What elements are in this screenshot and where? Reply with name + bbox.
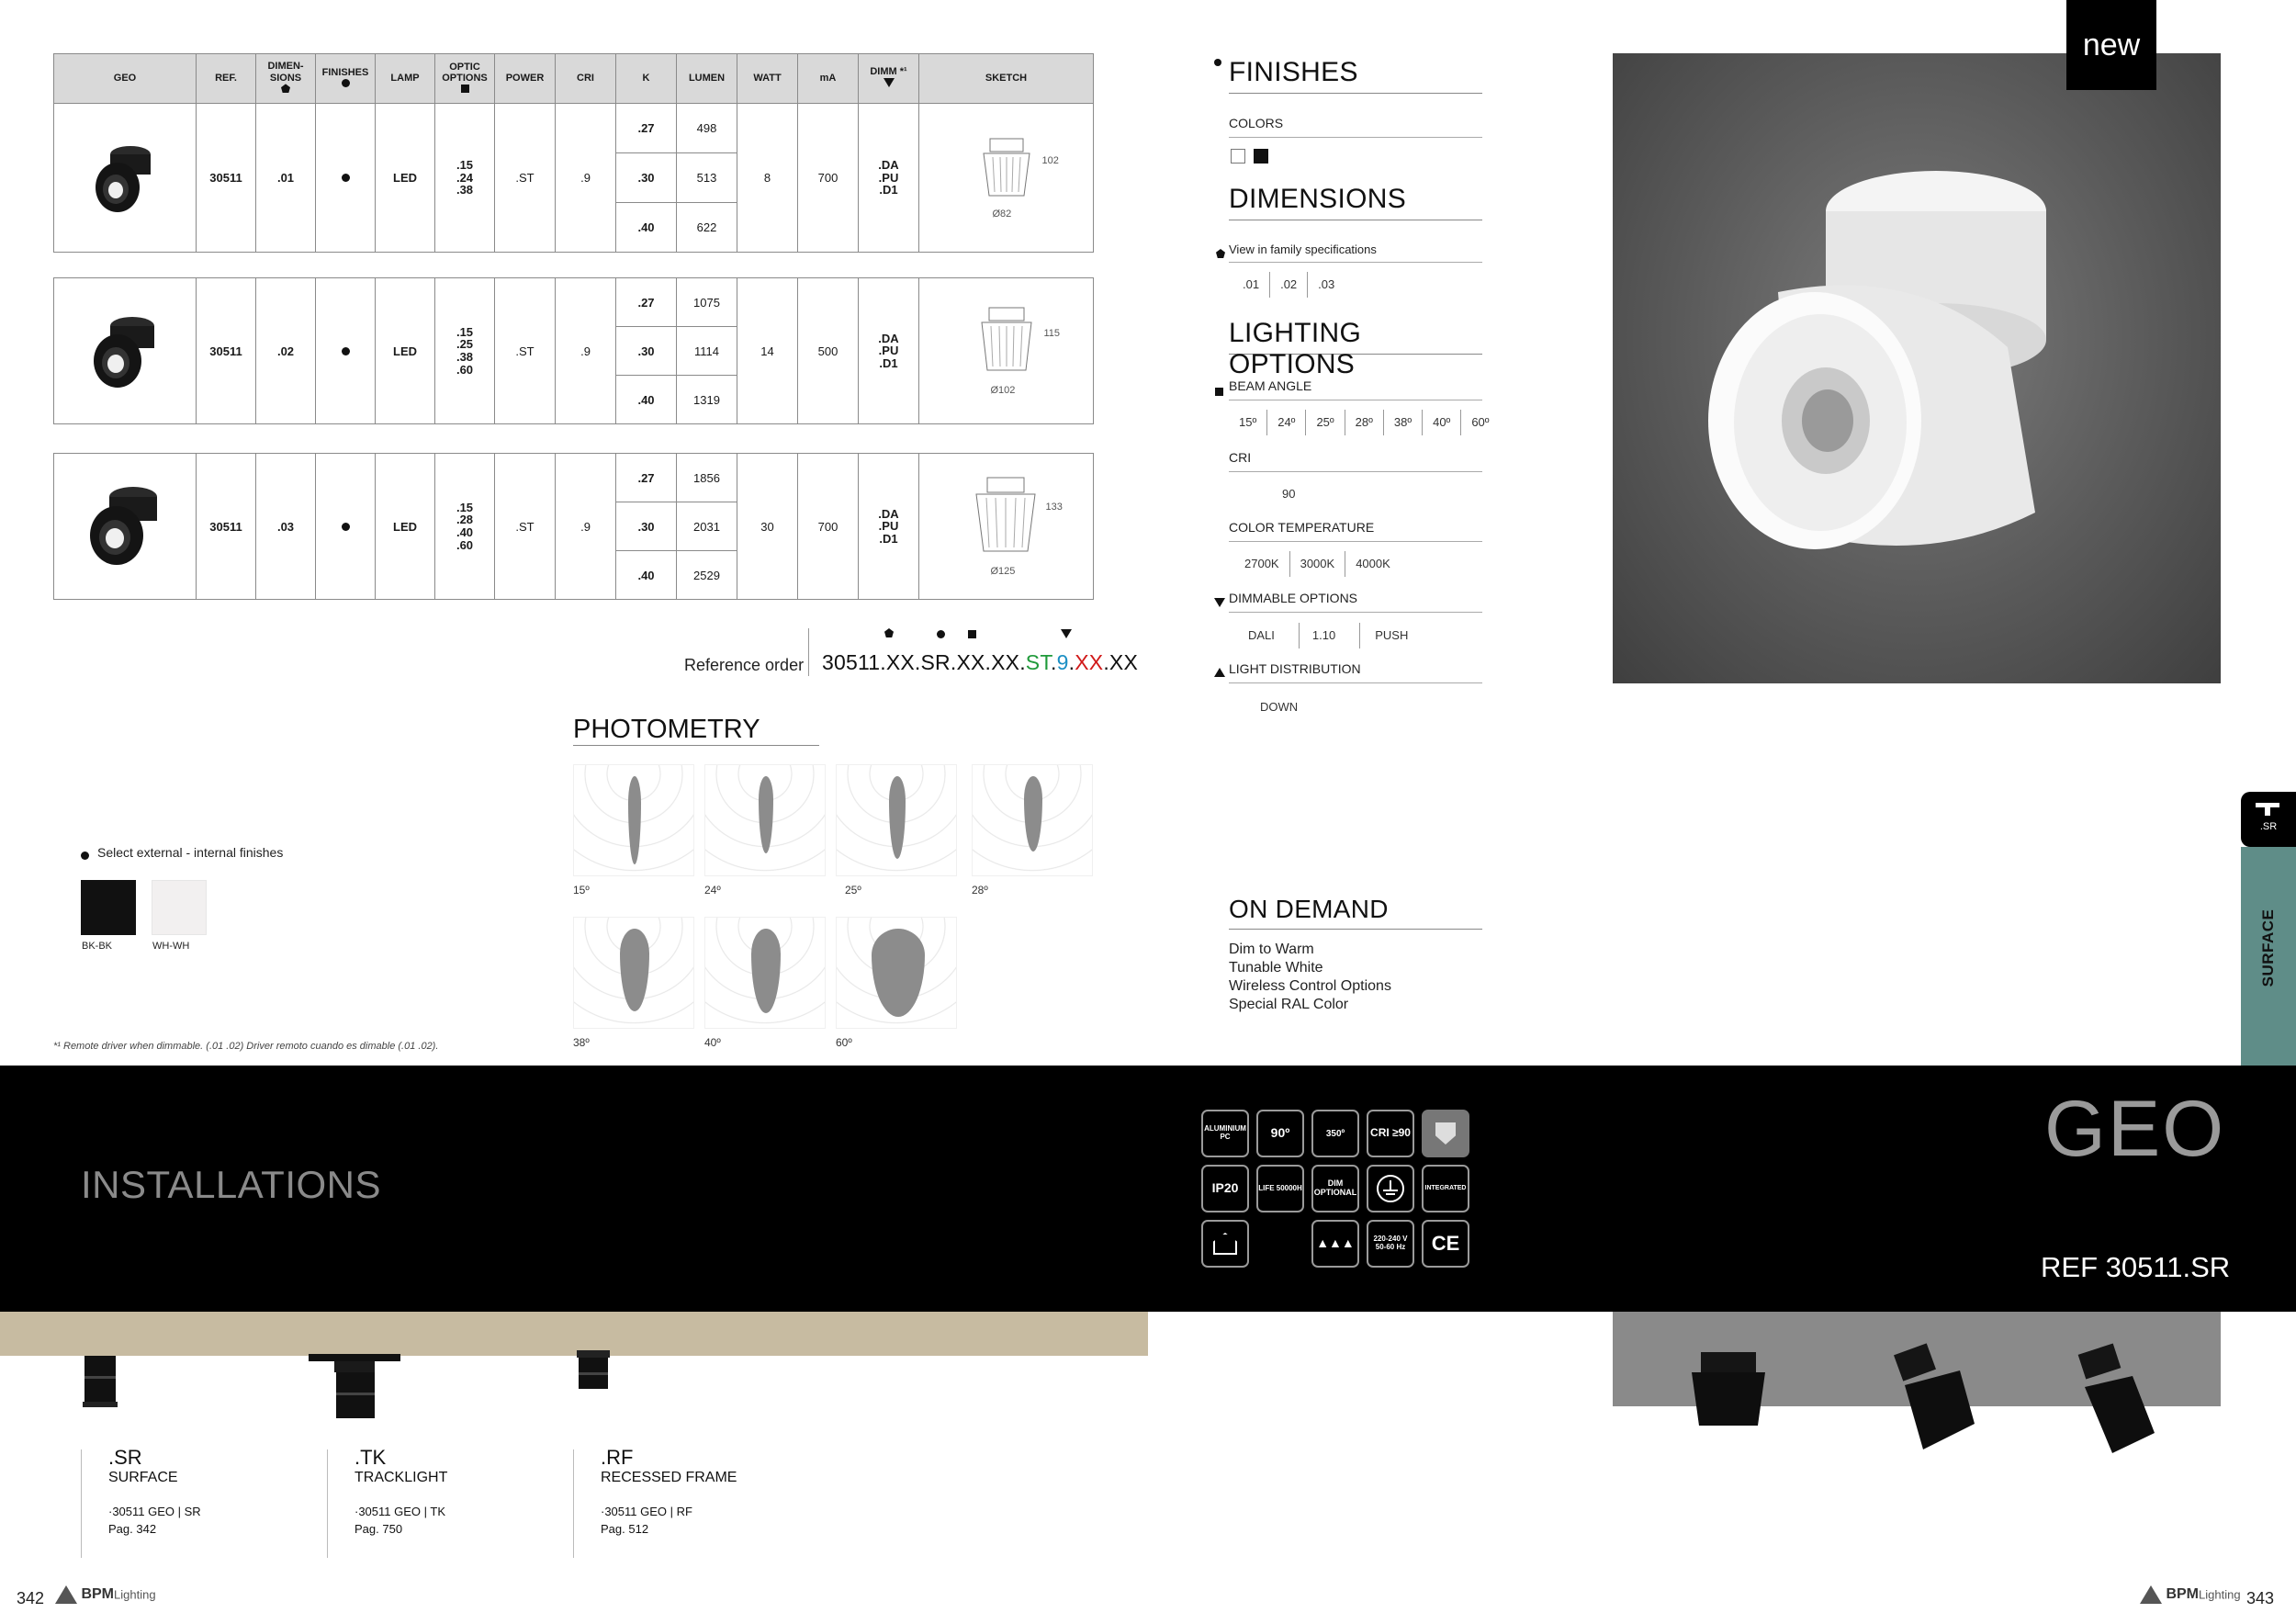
lumen-cell: 2031 — [677, 502, 737, 551]
spotlight-photo-medium — [77, 304, 173, 396]
spotlight-photo-small — [79, 130, 171, 222]
dim-chip[interactable]: PUSH — [1359, 623, 1418, 648]
sketch-diameter: Ø82 — [992, 208, 1012, 220]
cri-cell: .9 — [556, 278, 616, 424]
product-name: GEO — [2044, 1085, 2226, 1173]
dimensions-note: View in family specifications — [1229, 242, 1482, 263]
power-cell: .ST — [495, 278, 556, 424]
ip20-icon: IP20 — [1201, 1165, 1249, 1212]
triangle-down-icon — [1061, 626, 1072, 643]
lumen-cell: 498 — [677, 104, 737, 153]
lumen-cell: 1114 — [677, 327, 737, 376]
sketch-diameter: Ø125 — [990, 566, 1016, 577]
beige-strip — [0, 1312, 1148, 1356]
finishes-title: FINISHES — [1229, 57, 1482, 94]
dimmable-chips — [1238, 623, 1418, 648]
square-icon — [968, 626, 976, 643]
ma-cell: 700 — [798, 104, 859, 253]
dot-icon — [342, 347, 350, 355]
k-cell: .40 — [616, 551, 677, 600]
track-mount-thumbnail — [309, 1354, 400, 1426]
dot-icon — [81, 848, 89, 864]
side-tab-code: .SR — [2259, 821, 2278, 832]
power-cell: .ST — [495, 454, 556, 600]
angle-label: 38º — [573, 1036, 590, 1049]
header-watt: WATT — [737, 54, 798, 104]
swatch-wh-wh[interactable] — [152, 880, 207, 935]
distribution-value[interactable]: DOWN — [1260, 700, 1299, 714]
integrated-driver-icon: INTEGRATED — [1422, 1165, 1469, 1212]
ref-cell: 30511 — [197, 454, 256, 600]
reference-code: 30511.XX.SR.XX.XX.ST.9.XX.XX — [822, 650, 1138, 674]
header-ref: REF. — [197, 54, 256, 104]
square-icon — [461, 85, 469, 93]
polar-diagram-25 — [836, 764, 957, 876]
dot-icon — [342, 523, 350, 531]
sketch-height: 133 — [1045, 502, 1063, 513]
on-demand-item: Special RAL Color — [1229, 997, 1349, 1012]
on-demand-title: ON DEMAND — [1229, 895, 1482, 930]
color-temperature-chips — [1234, 551, 1401, 577]
indoor-house-icon — [1201, 1220, 1249, 1268]
installation-surface[interactable]: .SR SURFACE ·30511 GEO | SR Pag. 342 — [108, 1446, 201, 1536]
header-finishes: FINISHES — [316, 54, 376, 104]
tilt-90-icon: 90º — [1256, 1110, 1304, 1157]
on-demand-list — [1229, 941, 1391, 1014]
polar-diagram-28 — [972, 764, 1093, 876]
dimm-cell: .DA .PU .D1 — [859, 104, 919, 253]
light-distribution-label: LIGHT DISTRIBUTION — [1229, 661, 1482, 683]
polar-diagram-24 — [704, 764, 826, 876]
swatch-label: WH-WH — [152, 941, 190, 952]
angle-label: 24º — [704, 884, 721, 897]
installations-heading: INSTALLATIONS — [81, 1163, 382, 1206]
header-dimensions: DIMEN- SIONS — [256, 54, 316, 104]
side-tab-icon-box[interactable] — [2241, 792, 2296, 847]
dot-icon — [342, 79, 350, 87]
header-power: POWER — [495, 54, 556, 104]
voltage-icon: 220-240 V 50-60 Hz — [1367, 1220, 1414, 1268]
product-photo-cell — [54, 104, 197, 253]
lumen-cell: 1319 — [677, 376, 737, 424]
product-photo-cell — [54, 278, 197, 424]
watt-cell: 14 — [737, 278, 798, 424]
rotation-350-icon: 350º — [1311, 1110, 1359, 1157]
pentagon-icon — [884, 626, 894, 642]
beam-chip[interactable]: 60º — [1460, 410, 1499, 435]
k-cell: .27 — [616, 104, 677, 153]
angle-label: 25º — [845, 884, 861, 897]
dimension-chip[interactable]: .02 — [1269, 272, 1307, 298]
bpm-logo-left: BPMLighting — [55, 1585, 156, 1604]
watt-cell: 8 — [737, 104, 798, 253]
header-ma: mA — [798, 54, 859, 104]
header-lamp: LAMP — [376, 54, 435, 104]
new-badge: new — [2066, 0, 2156, 90]
bpm-logo-icon — [55, 1585, 77, 1604]
sketch-drawing — [969, 474, 1042, 562]
beam-chip[interactable]: 24º — [1266, 410, 1305, 435]
dimm-cell: .DA .PU .D1 — [859, 454, 919, 600]
polar-diagram-60 — [836, 917, 957, 1029]
polar-diagram-38 — [573, 917, 694, 1029]
cri-label: CRI — [1229, 450, 1482, 472]
triangle-down-icon — [884, 78, 895, 87]
lighting-options-title: LIGHTING OPTIONS — [1229, 318, 1482, 355]
left-page-number: 342 — [17, 1589, 45, 1607]
beam-chip[interactable]: 15º — [1239, 415, 1257, 429]
pentagon-icon — [281, 84, 290, 93]
ma-cell: 500 — [798, 278, 859, 424]
angle-label: 15º — [573, 884, 590, 897]
k-cell: .40 — [616, 203, 677, 253]
lamp-class-icon: ▲▲▲ — [1311, 1220, 1359, 1268]
dim-cell: .01 — [256, 104, 316, 253]
hero-product-photo — [1613, 53, 2221, 683]
beam-chip[interactable]: 38º — [1383, 410, 1422, 435]
product-table-3 — [53, 453, 1094, 600]
header-k: K — [616, 54, 677, 104]
sketch-cell — [919, 278, 1094, 424]
mounted-lights-illustration — [1613, 1312, 2221, 1514]
dimmable-options-label: DIMMABLE OPTIONS — [1229, 591, 1482, 613]
on-demand-item: Dim to Warm — [1229, 942, 1314, 957]
footnote: *¹ Remote driver when dimmable. (.01 .02) Driver remoto cuando es dimable (.01 .02). — [53, 1041, 439, 1052]
aluminium-icon: ALUMINIUM PC — [1201, 1110, 1249, 1157]
square-icon — [1215, 384, 1223, 400]
header-dimm: DIMM *¹ — [859, 54, 919, 104]
triangle-down-icon — [1214, 595, 1225, 612]
divider — [327, 1449, 328, 1558]
header-geo: GEO — [54, 54, 197, 104]
installation-recessed-frame[interactable]: .RF RECESSED FRAME ·30511 GEO | RF Pag. 512 — [601, 1446, 737, 1536]
header-sketch: SKETCH — [919, 54, 1094, 104]
bpm-logo-right: BPMLighting — [2140, 1585, 2241, 1604]
sketch-height: 102 — [1041, 154, 1059, 166]
cri-value[interactable]: 90 — [1282, 487, 1296, 501]
triangle-up-icon — [1214, 665, 1225, 682]
on-demand-item: Tunable White — [1229, 960, 1323, 976]
table-row — [54, 454, 1094, 502]
optic-cell: .15 .28 .40 .60 — [435, 454, 495, 600]
dimensions-chips — [1232, 272, 1345, 298]
k-cell: .30 — [616, 327, 677, 376]
lumen-cell: 1856 — [677, 454, 737, 502]
dot-icon — [937, 626, 945, 643]
optic-cell: .15 .24 .38 — [435, 104, 495, 253]
lumen-cell: 1075 — [677, 278, 737, 327]
sketch-drawing — [974, 135, 1039, 209]
divider — [573, 1449, 574, 1558]
polar-diagram-15 — [573, 764, 694, 876]
side-tab-label: SURFACE — [2259, 908, 2277, 987]
ref-cell: 30511 — [197, 104, 256, 253]
lamp-cell: LED — [376, 454, 435, 600]
sketch-drawing — [973, 304, 1041, 383]
beam-chip[interactable]: 25º — [1305, 410, 1344, 435]
dimension-chip[interactable]: .01 — [1243, 277, 1260, 291]
angle-label: 28º — [972, 884, 988, 897]
hourglass-life-icon: LIFE 50000H — [1256, 1165, 1304, 1212]
reference-order-label: Reference order — [684, 656, 805, 674]
dim-chip[interactable]: DALI — [1248, 628, 1275, 642]
beam-angle-chips — [1229, 410, 1500, 435]
finish-cell — [316, 454, 376, 600]
k-cell: .27 — [616, 454, 677, 502]
on-demand-item: Wireless Control Options — [1229, 978, 1391, 994]
table-row — [54, 104, 1094, 153]
lumen-cell: 2529 — [677, 551, 737, 600]
dimension-chip[interactable]: .03 — [1307, 272, 1345, 298]
dim-chip[interactable]: 1.10 — [1299, 623, 1359, 648]
reference-divider — [808, 628, 809, 676]
table-header-row — [54, 54, 1094, 104]
polar-diagram-40 — [704, 917, 826, 1029]
bullet-icon — [1214, 59, 1221, 66]
color-white-swatch[interactable] — [1231, 149, 1245, 164]
angle-label: 40º — [704, 1036, 721, 1049]
header-optic: OPTIC OPTIONS — [435, 54, 495, 104]
ct-chip[interactable]: 4000K — [1345, 551, 1401, 577]
ma-cell: 700 — [798, 454, 859, 600]
cri-icon: CRI ≥90 — [1367, 1110, 1414, 1157]
earth-ground-icon — [1367, 1165, 1414, 1212]
optic-cell: .15 .25 .38 .60 — [435, 278, 495, 424]
color-temperature-label: COLOR TEMPERATURE — [1229, 520, 1482, 542]
product-photo-cell — [54, 454, 197, 600]
beam-chip[interactable]: 40º — [1422, 410, 1460, 435]
recessed-frame-thumbnail — [573, 1350, 613, 1393]
cri-cell: .9 — [556, 454, 616, 600]
power-cell: .ST — [495, 104, 556, 253]
color-black-swatch[interactable] — [1254, 149, 1268, 164]
header-cri: CRI — [556, 54, 616, 104]
beam-angle-label: BEAM ANGLE — [1229, 378, 1482, 400]
surface-mount-thumbnail — [79, 1354, 121, 1415]
lamp-cell: LED — [376, 104, 435, 253]
spotlight-photo-large — [74, 475, 175, 576]
colors-label: COLORS — [1229, 116, 1482, 138]
beam-chip[interactable]: 28º — [1345, 410, 1383, 435]
cri-cell: .9 — [556, 104, 616, 253]
lumen-cell: 622 — [677, 203, 737, 253]
lumen-cell: 513 — [677, 153, 737, 203]
ce-mark-icon: CE — [1422, 1220, 1469, 1268]
ref-cell: 30511 — [197, 278, 256, 424]
angle-label: 60º — [836, 1036, 852, 1049]
sketch-cell — [919, 454, 1094, 600]
k-cell: .27 — [616, 278, 677, 327]
dim-optional-icon: DIM OPTIONAL — [1311, 1165, 1359, 1212]
k-cell: .40 — [616, 376, 677, 424]
watt-cell: 30 — [737, 454, 798, 600]
product-table-1 — [53, 53, 1094, 253]
dimm-cell: .DA .PU .D1 — [859, 278, 919, 424]
ct-chip[interactable]: 3000K — [1289, 551, 1345, 577]
sketch-cell — [919, 104, 1094, 253]
protection-shield-icon — [1422, 1110, 1469, 1157]
dim-cell: .02 — [256, 278, 316, 424]
k-cell: .30 — [616, 502, 677, 551]
finish-cell — [316, 104, 376, 253]
pentagon-icon — [1216, 246, 1225, 263]
finish-cell — [316, 278, 376, 424]
finishes-select-label: Select external - internal finishes — [97, 845, 284, 860]
spotlight-white-illustration — [1613, 53, 2221, 683]
product-table-2 — [53, 277, 1094, 424]
k-cell: .30 — [616, 153, 677, 203]
sketch-diameter: Ø102 — [990, 385, 1016, 396]
lamp-cell: LED — [376, 278, 435, 424]
header-lumen: LUMEN — [677, 54, 737, 104]
sketch-height: 115 — [1043, 328, 1061, 339]
swatch-label: BK-BK — [82, 941, 113, 952]
photometry-title: PHOTOMETRY — [573, 715, 819, 746]
bpm-logo-icon — [2140, 1585, 2162, 1604]
dim-cell: .03 — [256, 454, 316, 600]
dimensions-title: DIMENSIONS — [1229, 184, 1482, 220]
divider — [81, 1449, 82, 1558]
table-row — [54, 278, 1094, 327]
ct-chip[interactable]: 2700K — [1244, 557, 1279, 570]
dot-icon — [342, 174, 350, 182]
installation-tracklight[interactable]: .TK TRACKLIGHT ·30511 GEO | TK Pag. 750 — [355, 1446, 448, 1536]
right-page-number: 343 — [2246, 1589, 2275, 1607]
swatch-bk-bk[interactable] — [81, 880, 136, 935]
product-ref: REF 30511.SR — [2041, 1251, 2231, 1283]
side-tab-surface[interactable] — [2241, 847, 2296, 1066]
installations-band — [0, 1066, 2296, 1312]
